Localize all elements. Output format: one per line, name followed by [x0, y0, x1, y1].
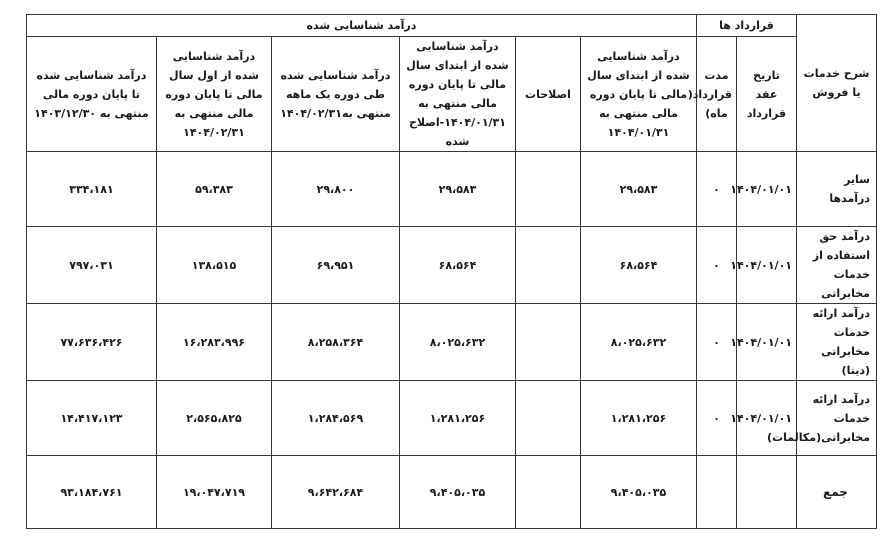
row-to-prior-period-end: ۳۳۴،۱۸۱ [26, 152, 156, 227]
row-duration: ۰ [696, 304, 736, 381]
total-to-period-end-adjusted: ۹،۴۰۵،۰۳۵ [399, 456, 515, 529]
row-to-period-end-adjusted: ۲۹،۵۸۳ [399, 152, 515, 227]
col-header-description: شرح خدمات یا فروش [797, 15, 877, 152]
col-header-to-period-end-unadjusted: درآمد شناسایی شده از ابتدای سال مالی تا پایان دوره مالی منتهی به ۱۴۰۴/۰۱/۳۱ [580, 37, 696, 152]
row-description: سایر درآمدها [797, 152, 877, 227]
row-adjustments [515, 304, 580, 381]
header-group-row [26, 15, 876, 37]
revenue-recognition-table [26, 14, 877, 529]
row-duration: ۰ [696, 381, 736, 456]
col-header-one-month-period: درآمد شناسایی شده طی دوره یک ماهه منتهی به۱۴۰۴/۰۲/۳۱ [271, 37, 399, 152]
table-row [26, 304, 876, 381]
col-group-contracts: قرارداد ها [696, 15, 796, 37]
col-header-contract-date: تاریخ عقد قرارداد [737, 37, 797, 152]
row-year-start-to-period-end: ۱۳۸،۵۱۵ [156, 227, 271, 304]
row-year-start-to-period-end: ۲،۵۶۵،۸۲۵ [156, 381, 271, 456]
total-label: جمع [797, 456, 877, 529]
total-year-start-to-period-end: ۱۹،۰۴۷،۷۱۹ [156, 456, 271, 529]
row-to-period-end-unadjusted: ۲۹،۵۸۳ [580, 152, 696, 227]
row-contract-date: ۱۴۰۴/۰۱/۰۱ [737, 227, 797, 304]
row-description: درآمد ارائه خدمات مخابراتی(مکالمات) [797, 381, 877, 456]
row-to-period-end-unadjusted: ۸،۰۲۵،۶۳۲ [580, 304, 696, 381]
row-duration: ۰ [696, 152, 736, 227]
col-header-year-start-to-period-end: درآمد شناسایی شده از اول سال مالی تا پایان دوره مالی منتهی به ۱۴۰۴/۰۲/۳۱ [156, 37, 271, 152]
row-to-prior-period-end: ۱۴،۴۱۷،۱۲۳ [26, 381, 156, 456]
table-row [26, 227, 876, 304]
total-contract-date [737, 456, 797, 529]
row-one-month-period: ۸،۲۵۸،۳۶۴ [271, 304, 399, 381]
row-description: درآمد حق استفاده از خدمات مخابراتی [797, 227, 877, 304]
row-to-period-end-unadjusted: ۱،۲۸۱،۲۵۶ [580, 381, 696, 456]
table-row [26, 152, 876, 227]
row-duration: ۰ [696, 227, 736, 304]
header-row [26, 37, 876, 152]
revenue-table-sheet [27, 14, 877, 529]
row-to-period-end-adjusted: ۱،۲۸۱،۲۵۶ [399, 381, 515, 456]
row-contract-date: ۱۴۰۴/۰۱/۰۱ [737, 152, 797, 227]
row-year-start-to-period-end: ۵۹،۳۸۳ [156, 152, 271, 227]
row-one-month-period: ۲۹،۸۰۰ [271, 152, 399, 227]
total-to-prior-period-end: ۹۳،۱۸۴،۷۶۱ [26, 456, 156, 529]
row-adjustments [515, 227, 580, 304]
row-contract-date: ۱۴۰۴/۰۱/۰۱ [737, 381, 797, 456]
row-to-prior-period-end: ۷۷،۶۳۶،۴۲۶ [26, 304, 156, 381]
col-header-adjustments: اصلاحات [515, 37, 580, 152]
row-one-month-period: ۱،۲۸۴،۵۶۹ [271, 381, 399, 456]
table-row [26, 381, 876, 456]
col-header-to-prior-period-end: درآمد شناسایی شده تا پایان دوره مالی منتهی به ۱۴۰۳/۱۲/۳۰ [26, 37, 156, 152]
row-to-period-end-unadjusted: ۶۸،۵۶۴ [580, 227, 696, 304]
col-header-contract-duration: مدت قرارداد( ماه) [696, 37, 736, 152]
row-to-period-end-adjusted: ۶۸،۵۶۴ [399, 227, 515, 304]
total-adjustments [515, 456, 580, 529]
row-adjustments [515, 152, 580, 227]
row-to-period-end-adjusted: ۸،۰۲۵،۶۳۲ [399, 304, 515, 381]
total-one-month-period: ۹،۶۴۲،۶۸۴ [271, 456, 399, 529]
row-to-prior-period-end: ۷۹۷،۰۳۱ [26, 227, 156, 304]
row-description: درآمد ارائه خدمات مخابراتی (دیتا) [797, 304, 877, 381]
row-year-start-to-period-end: ۱۶،۲۸۳،۹۹۶ [156, 304, 271, 381]
total-to-period-end-unadjusted: ۹،۴۰۵،۰۳۵ [580, 456, 696, 529]
total-duration [696, 456, 736, 529]
col-header-to-period-end-adjusted: درآمد شناسایی شده از ابتدای سال مالی تا پایان دوره مالی منتهی به ۱۴۰۴/۰۱/۳۱-اصلاح شده [399, 37, 515, 152]
row-one-month-period: ۶۹،۹۵۱ [271, 227, 399, 304]
total-row [26, 456, 876, 529]
row-contract-date: ۱۴۰۴/۰۱/۰۱ [737, 304, 797, 381]
col-group-recognized-revenue: درآمد شناسایی شده [26, 15, 696, 37]
row-adjustments [515, 381, 580, 456]
